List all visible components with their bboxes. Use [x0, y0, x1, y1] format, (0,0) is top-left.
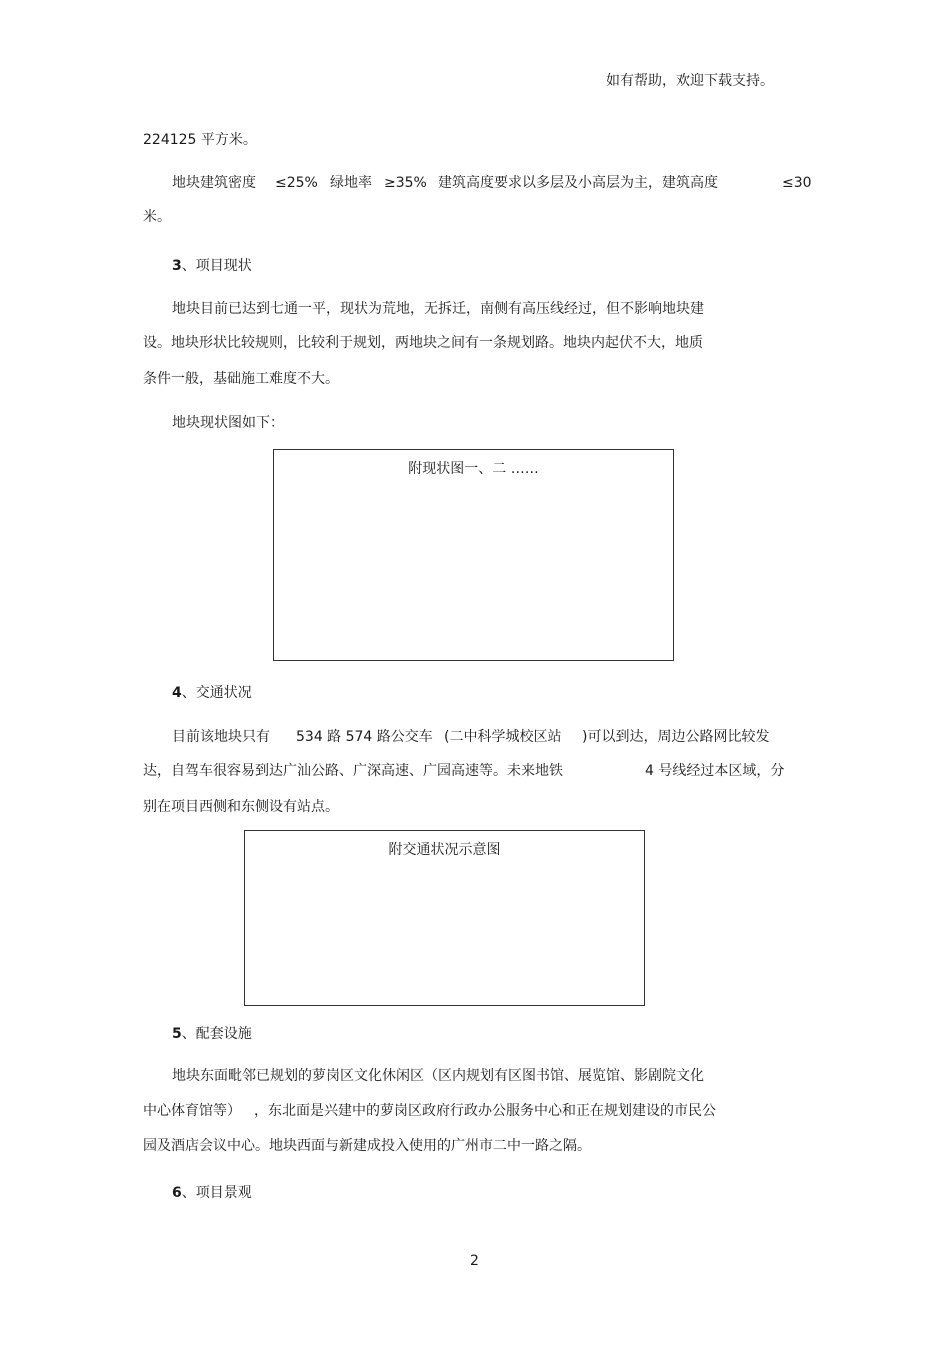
- area-text: 224125 平方米。: [143, 132, 257, 148]
- section-5-title: 、配套设施: [181, 1026, 252, 1042]
- section-4-title: 、交通状况: [181, 685, 252, 701]
- section-4-heading: [172, 683, 252, 703]
- section-3-heading: [172, 256, 252, 276]
- section-4-line-2a: 达，自驾车很容易到达广汕公路、广深高速、广园高速等。未来地铁: [143, 763, 563, 779]
- section-3-title: 、项目现状: [181, 258, 252, 274]
- density-value: ≤25%: [275, 175, 318, 191]
- density-line-end: 米。: [143, 209, 171, 225]
- green-rate-value: ≥35%: [384, 175, 427, 191]
- section-4-line-1d: )可以到达，周边公路网比较发: [582, 729, 770, 745]
- section-5-line-2b: ，东北面是兴建中的萝岗区政府行政办公服务中心和正在规划建设的市民公: [254, 1103, 716, 1119]
- section-4-line-1a: 目前该地块只有: [172, 729, 270, 745]
- height-value: ≤30: [782, 175, 812, 191]
- section-5-line-2a: 中心体育馆等）: [143, 1103, 241, 1119]
- section-3-line-1: 地块目前已达到七通一平，现状为荒地，无拆迁，南侧有高压线经过，但不影响地块建: [172, 301, 704, 317]
- section-3-number: 3: [172, 258, 182, 274]
- header-note: 如有帮助，欢迎下载支持。: [606, 73, 774, 89]
- section-5-line-3: 园及酒店会议中心。地块西面与新建成投入使用的广州市二中一路之隔。: [143, 1138, 591, 1154]
- section-4-line-3: 别在项目西侧和东侧设有站点。: [143, 799, 339, 815]
- traffic-figure-caption: 附交通状况示意图: [388, 842, 501, 858]
- status-figure-box: [273, 449, 674, 661]
- section-4-line-1b: 534 路 574 路公交车: [296, 729, 433, 745]
- section-5-line-1: 地块东面毗邻已规划的萝岗区文化休闲区（区内规划有区图书馆、展览馆、影剧院文化: [172, 1068, 704, 1084]
- section-6-heading: [172, 1183, 252, 1203]
- section-5-heading: [172, 1024, 252, 1044]
- page-number: 2: [470, 1253, 479, 1269]
- section-6-number: 6: [172, 1185, 182, 1201]
- section-5-number: 5: [172, 1026, 182, 1042]
- green-rate-label: 绿地率: [330, 175, 372, 191]
- status-figure-caption: 附现状图一、二 ……: [408, 461, 539, 477]
- section-3-line-2: 设。地块形状比较规则，比较利于规划，两地块之间有一条规划路。地块内起伏不大，地质: [143, 335, 703, 351]
- figure-intro: 地块现状图如下：: [172, 415, 284, 431]
- section-6-title: 、项目景观: [181, 1185, 252, 1201]
- section-4-line-2b: 4 号线经过本区域，分: [645, 763, 785, 779]
- height-requirement-text: 建筑高度要求以多层及小高层为主，建筑高度: [438, 175, 718, 191]
- density-label: 地块建筑密度: [172, 175, 256, 191]
- traffic-figure-box: [244, 830, 645, 1006]
- section-4-line-1c: (二中科学城校区站: [444, 729, 562, 745]
- section-3-line-3: 条件一般，基础施工难度不大。: [143, 371, 339, 387]
- section-4-number: 4: [172, 685, 182, 701]
